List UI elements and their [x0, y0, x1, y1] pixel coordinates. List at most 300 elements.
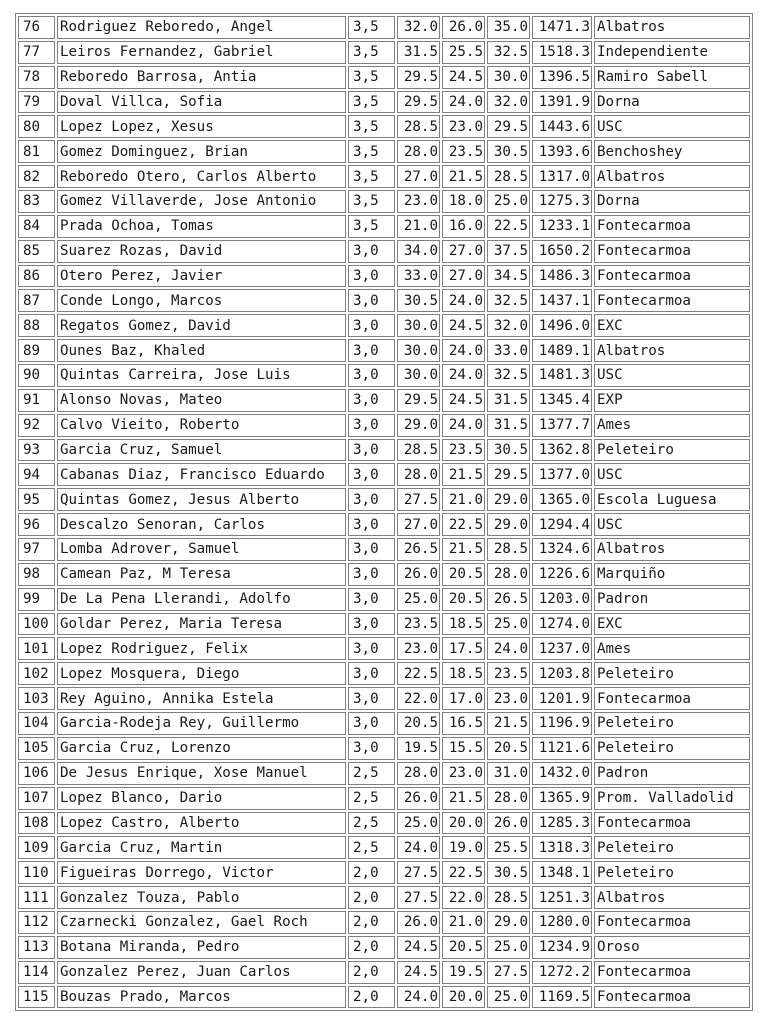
- points-cell: 3,0: [348, 364, 395, 387]
- points-cell: 3,0: [348, 513, 395, 536]
- rank-cell: 100: [18, 613, 55, 636]
- rank-cell: 98: [18, 563, 55, 586]
- points-cell: 3,5: [348, 66, 395, 89]
- tiebreak-3-cell: 32.5: [487, 41, 530, 64]
- tiebreak-3-cell: 22.5: [487, 215, 530, 238]
- club-cell: Fontecarmoa: [594, 961, 750, 984]
- rank-cell: 109: [18, 836, 55, 859]
- rank-cell: 112: [18, 911, 55, 934]
- points-cell: 3,5: [348, 140, 395, 163]
- player-name-cell: Rey Aguino, Annika Estela: [57, 687, 346, 710]
- rating-cell: 1345.4: [532, 389, 592, 412]
- rating-cell: 1396.5: [532, 66, 592, 89]
- table-row: [18, 961, 750, 984]
- rank-cell: 77: [18, 41, 55, 64]
- club-cell: Dorna: [594, 190, 750, 213]
- tiebreak-3-cell: 27.5: [487, 961, 530, 984]
- points-cell: 2,0: [348, 886, 395, 909]
- rank-cell: 91: [18, 389, 55, 412]
- points-cell: 3,0: [348, 314, 395, 337]
- table-row: [18, 115, 750, 138]
- points-cell: 3,5: [348, 215, 395, 238]
- tiebreak-2-cell: 24.5: [442, 66, 485, 89]
- rank-cell: 107: [18, 787, 55, 810]
- tiebreak-1-cell: 26.0: [397, 787, 440, 810]
- tiebreak-2-cell: 20.5: [442, 563, 485, 586]
- rank-cell: 115: [18, 986, 55, 1009]
- club-cell: Peleteiro: [594, 712, 750, 735]
- player-name-cell: Gonzalez Touza, Pablo: [57, 886, 346, 909]
- table-row: [18, 787, 750, 810]
- player-name-cell: Lopez Lopez, Xesus: [57, 115, 346, 138]
- player-name-cell: Reboredo Barrosa, Antia: [57, 66, 346, 89]
- player-name-cell: Cabanas Diaz, Francisco Eduardo: [57, 463, 346, 486]
- rating-cell: 1285.3: [532, 812, 592, 835]
- tiebreak-2-cell: 17.5: [442, 637, 485, 660]
- table-row: [18, 16, 750, 39]
- table-row: [18, 265, 750, 288]
- player-name-cell: Conde Longo, Marcos: [57, 289, 346, 312]
- player-name-cell: Garcia Cruz, Lorenzo: [57, 737, 346, 760]
- tiebreak-2-cell: 21.5: [442, 463, 485, 486]
- points-cell: 3,0: [348, 414, 395, 437]
- tiebreak-3-cell: 23.5: [487, 662, 530, 685]
- player-name-cell: Lopez Rodriguez, Felix: [57, 637, 346, 660]
- table-row: [18, 165, 750, 188]
- table-row: [18, 986, 750, 1009]
- tiebreak-2-cell: 19.5: [442, 961, 485, 984]
- tiebreak-2-cell: 24.5: [442, 314, 485, 337]
- player-name-cell: Leiros Fernandez, Gabriel: [57, 41, 346, 64]
- table-row: [18, 513, 750, 536]
- points-cell: 3,0: [348, 737, 395, 760]
- tiebreak-1-cell: 28.0: [397, 140, 440, 163]
- points-cell: 3,0: [348, 439, 395, 462]
- tiebreak-3-cell: 33.0: [487, 339, 530, 362]
- points-cell: 3,5: [348, 165, 395, 188]
- table-row: [18, 66, 750, 89]
- rating-cell: 1203.8: [532, 662, 592, 685]
- tiebreak-3-cell: 28.5: [487, 538, 530, 561]
- rating-cell: 1377.7: [532, 414, 592, 437]
- club-cell: Fontecarmoa: [594, 240, 750, 263]
- tiebreak-1-cell: 22.5: [397, 662, 440, 685]
- tiebreak-2-cell: 24.0: [442, 364, 485, 387]
- player-name-cell: Ounes Baz, Khaled: [57, 339, 346, 362]
- table-row: [18, 364, 750, 387]
- player-name-cell: Otero Perez, Javier: [57, 265, 346, 288]
- table-row: [18, 538, 750, 561]
- club-cell: Escola Luguesa: [594, 488, 750, 511]
- points-cell: 3,0: [348, 662, 395, 685]
- tiebreak-1-cell: 34.0: [397, 240, 440, 263]
- club-cell: Oroso: [594, 936, 750, 959]
- player-name-cell: Descalzo Senoran, Carlos: [57, 513, 346, 536]
- tiebreak-1-cell: 31.5: [397, 41, 440, 64]
- rating-cell: 1481.3: [532, 364, 592, 387]
- club-cell: Fontecarmoa: [594, 265, 750, 288]
- rank-cell: 96: [18, 513, 55, 536]
- tiebreak-3-cell: 25.0: [487, 936, 530, 959]
- rating-cell: 1348.1: [532, 861, 592, 884]
- table-row: [18, 289, 750, 312]
- table-row: [18, 712, 750, 735]
- tiebreak-2-cell: 18.0: [442, 190, 485, 213]
- rank-cell: 108: [18, 812, 55, 835]
- points-cell: 3,0: [348, 538, 395, 561]
- tiebreak-3-cell: 29.5: [487, 115, 530, 138]
- tiebreak-2-cell: 25.5: [442, 41, 485, 64]
- table-row: [18, 563, 750, 586]
- points-cell: 2,0: [348, 911, 395, 934]
- club-cell: Albatros: [594, 339, 750, 362]
- rating-cell: 1377.0: [532, 463, 592, 486]
- rank-cell: 103: [18, 687, 55, 710]
- table-row: [18, 414, 750, 437]
- club-cell: USC: [594, 513, 750, 536]
- tiebreak-1-cell: 30.0: [397, 339, 440, 362]
- rank-cell: 83: [18, 190, 55, 213]
- points-cell: 2,0: [348, 961, 395, 984]
- tiebreak-3-cell: 28.0: [487, 787, 530, 810]
- player-name-cell: Lopez Mosquera, Diego: [57, 662, 346, 685]
- table-row: [18, 339, 750, 362]
- tiebreak-2-cell: 23.0: [442, 115, 485, 138]
- points-cell: 3,0: [348, 613, 395, 636]
- points-cell: 3,0: [348, 563, 395, 586]
- tiebreak-2-cell: 20.5: [442, 588, 485, 611]
- club-cell: Fontecarmoa: [594, 812, 750, 835]
- tiebreak-1-cell: 22.0: [397, 687, 440, 710]
- rank-cell: 78: [18, 66, 55, 89]
- tiebreak-3-cell: 26.5: [487, 588, 530, 611]
- table-row: [18, 240, 750, 263]
- tiebreak-3-cell: 37.5: [487, 240, 530, 263]
- table-row: [18, 936, 750, 959]
- tiebreak-2-cell: 27.0: [442, 265, 485, 288]
- tiebreak-2-cell: 21.5: [442, 787, 485, 810]
- club-cell: USC: [594, 115, 750, 138]
- table-row: [18, 812, 750, 835]
- table-row: [18, 911, 750, 934]
- tiebreak-1-cell: 29.5: [397, 91, 440, 114]
- rank-cell: 97: [18, 538, 55, 561]
- table-row: [18, 140, 750, 163]
- points-cell: 3,0: [348, 389, 395, 412]
- points-cell: 3,5: [348, 190, 395, 213]
- table-row: [18, 463, 750, 486]
- rank-cell: 86: [18, 265, 55, 288]
- tiebreak-3-cell: 30.5: [487, 140, 530, 163]
- tiebreak-1-cell: 25.0: [397, 812, 440, 835]
- rating-cell: 1650.2: [532, 240, 592, 263]
- rank-cell: 81: [18, 140, 55, 163]
- tiebreak-1-cell: 27.0: [397, 513, 440, 536]
- rank-cell: 106: [18, 762, 55, 785]
- rating-cell: 1318.3: [532, 836, 592, 859]
- rank-cell: 89: [18, 339, 55, 362]
- tiebreak-3-cell: 31.5: [487, 389, 530, 412]
- club-cell: Peleteiro: [594, 861, 750, 884]
- club-cell: Independiente: [594, 41, 750, 64]
- rating-cell: 1196.9: [532, 712, 592, 735]
- table-row: [18, 488, 750, 511]
- table-row: [18, 861, 750, 884]
- tiebreak-2-cell: 24.5: [442, 389, 485, 412]
- tiebreak-2-cell: 22.5: [442, 861, 485, 884]
- rank-cell: 101: [18, 637, 55, 660]
- player-name-cell: De Jesus Enrique, Xose Manuel: [57, 762, 346, 785]
- tiebreak-2-cell: 15.5: [442, 737, 485, 760]
- tiebreak-2-cell: 26.0: [442, 16, 485, 39]
- tiebreak-2-cell: 21.5: [442, 538, 485, 561]
- points-cell: 3,0: [348, 265, 395, 288]
- tiebreak-3-cell: 31.5: [487, 414, 530, 437]
- tiebreak-3-cell: 24.0: [487, 637, 530, 660]
- tiebreak-1-cell: 32.0: [397, 16, 440, 39]
- player-name-cell: Rodriguez Reboredo, Angel: [57, 16, 346, 39]
- rank-cell: 95: [18, 488, 55, 511]
- rank-cell: 113: [18, 936, 55, 959]
- rank-cell: 90: [18, 364, 55, 387]
- tiebreak-1-cell: 21.0: [397, 215, 440, 238]
- tiebreak-1-cell: 26.0: [397, 911, 440, 934]
- player-name-cell: Bouzas Prado, Marcos: [57, 986, 346, 1009]
- club-cell: Peleteiro: [594, 662, 750, 685]
- tiebreak-1-cell: 29.0: [397, 414, 440, 437]
- player-name-cell: Botana Miranda, Pedro: [57, 936, 346, 959]
- club-cell: Albatros: [594, 16, 750, 39]
- points-cell: 3,5: [348, 16, 395, 39]
- table-row: [18, 41, 750, 64]
- table-row: [18, 588, 750, 611]
- rating-cell: 1443.6: [532, 115, 592, 138]
- tiebreak-3-cell: 28.5: [487, 165, 530, 188]
- table-row: [18, 836, 750, 859]
- tiebreak-2-cell: 16.5: [442, 712, 485, 735]
- rank-cell: 88: [18, 314, 55, 337]
- tiebreak-2-cell: 20.5: [442, 936, 485, 959]
- points-cell: 3,5: [348, 115, 395, 138]
- club-cell: EXP: [594, 389, 750, 412]
- tiebreak-3-cell: 29.0: [487, 513, 530, 536]
- rating-cell: 1393.6: [532, 140, 592, 163]
- club-cell: Albatros: [594, 886, 750, 909]
- rating-cell: 1237.0: [532, 637, 592, 660]
- tiebreak-1-cell: 29.5: [397, 66, 440, 89]
- club-cell: USC: [594, 364, 750, 387]
- tiebreak-1-cell: 25.0: [397, 588, 440, 611]
- tiebreak-3-cell: 30.0: [487, 66, 530, 89]
- rank-cell: 114: [18, 961, 55, 984]
- club-cell: Ames: [594, 637, 750, 660]
- tiebreak-1-cell: 23.5: [397, 613, 440, 636]
- table-row: [18, 687, 750, 710]
- rank-cell: 82: [18, 165, 55, 188]
- points-cell: 3,0: [348, 488, 395, 511]
- rating-cell: 1391.9: [532, 91, 592, 114]
- rating-cell: 1365.0: [532, 488, 592, 511]
- club-cell: Dorna: [594, 91, 750, 114]
- tiebreak-1-cell: 30.0: [397, 314, 440, 337]
- tiebreak-1-cell: 27.5: [397, 861, 440, 884]
- tiebreak-2-cell: 22.5: [442, 513, 485, 536]
- tiebreak-2-cell: 18.5: [442, 613, 485, 636]
- tiebreak-1-cell: 28.5: [397, 439, 440, 462]
- rank-cell: 76: [18, 16, 55, 39]
- player-name-cell: Garcia-Rodeja Rey, Guillermo: [57, 712, 346, 735]
- points-cell: 2,5: [348, 836, 395, 859]
- rating-cell: 1518.3: [532, 41, 592, 64]
- tiebreak-1-cell: 23.0: [397, 190, 440, 213]
- tiebreak-1-cell: 30.0: [397, 364, 440, 387]
- club-cell: Fontecarmoa: [594, 687, 750, 710]
- rating-cell: 1471.3: [532, 16, 592, 39]
- tiebreak-1-cell: 20.5: [397, 712, 440, 735]
- rating-cell: 1234.9: [532, 936, 592, 959]
- points-cell: 3,0: [348, 339, 395, 362]
- table-row: [18, 662, 750, 685]
- tiebreak-3-cell: 35.0: [487, 16, 530, 39]
- player-name-cell: Doval Villca, Sofia: [57, 91, 346, 114]
- club-cell: Peleteiro: [594, 737, 750, 760]
- tiebreak-3-cell: 32.5: [487, 289, 530, 312]
- club-cell: Fontecarmoa: [594, 986, 750, 1009]
- player-name-cell: Garcia Cruz, Martin: [57, 836, 346, 859]
- tiebreak-3-cell: 25.0: [487, 613, 530, 636]
- rank-cell: 94: [18, 463, 55, 486]
- club-cell: USC: [594, 463, 750, 486]
- table-row: [18, 91, 750, 114]
- rating-cell: 1324.6: [532, 538, 592, 561]
- tiebreak-3-cell: 30.5: [487, 861, 530, 884]
- rating-cell: 1294.4: [532, 513, 592, 536]
- tiebreak-2-cell: 23.5: [442, 140, 485, 163]
- rating-cell: 1317.0: [532, 165, 592, 188]
- points-cell: 3,0: [348, 463, 395, 486]
- tiebreak-1-cell: 19.5: [397, 737, 440, 760]
- club-cell: Marquiño: [594, 563, 750, 586]
- table-row: [18, 190, 750, 213]
- rating-cell: 1169.5: [532, 986, 592, 1009]
- tiebreak-3-cell: 32.5: [487, 364, 530, 387]
- points-cell: 2,5: [348, 812, 395, 835]
- rating-cell: 1432.0: [532, 762, 592, 785]
- club-cell: Fontecarmoa: [594, 911, 750, 934]
- player-name-cell: Lopez Blanco, Dario: [57, 787, 346, 810]
- club-cell: Fontecarmoa: [594, 289, 750, 312]
- points-cell: 3,0: [348, 687, 395, 710]
- tiebreak-2-cell: 24.0: [442, 414, 485, 437]
- tiebreak-1-cell: 29.5: [397, 389, 440, 412]
- rank-cell: 80: [18, 115, 55, 138]
- player-name-cell: Gonzalez Perez, Juan Carlos: [57, 961, 346, 984]
- rank-cell: 93: [18, 439, 55, 462]
- tiebreak-3-cell: 32.0: [487, 314, 530, 337]
- rating-cell: 1274.0: [532, 613, 592, 636]
- tiebreak-1-cell: 24.5: [397, 961, 440, 984]
- points-cell: 3,0: [348, 240, 395, 263]
- club-cell: Padron: [594, 762, 750, 785]
- table-row: [18, 215, 750, 238]
- tiebreak-3-cell: 30.5: [487, 439, 530, 462]
- table-row: [18, 762, 750, 785]
- rank-cell: 99: [18, 588, 55, 611]
- rating-cell: 1362.8: [532, 439, 592, 462]
- tiebreak-1-cell: 28.0: [397, 463, 440, 486]
- club-cell: Albatros: [594, 165, 750, 188]
- points-cell: 3,0: [348, 289, 395, 312]
- points-cell: 3,0: [348, 712, 395, 735]
- tiebreak-2-cell: 20.0: [442, 986, 485, 1009]
- club-cell: Ramiro Sabell: [594, 66, 750, 89]
- club-cell: Albatros: [594, 538, 750, 561]
- points-cell: 2,0: [348, 936, 395, 959]
- rating-cell: 1203.0: [532, 588, 592, 611]
- rank-cell: 85: [18, 240, 55, 263]
- tiebreak-1-cell: 33.0: [397, 265, 440, 288]
- standings-table: [15, 13, 753, 1011]
- tiebreak-2-cell: 27.0: [442, 240, 485, 263]
- tiebreak-1-cell: 26.0: [397, 563, 440, 586]
- rank-cell: 87: [18, 289, 55, 312]
- tiebreak-1-cell: 28.5: [397, 115, 440, 138]
- player-name-cell: Reboredo Otero, Carlos Alberto: [57, 165, 346, 188]
- player-name-cell: Calvo Vieito, Roberto: [57, 414, 346, 437]
- table-row: [18, 737, 750, 760]
- club-cell: Peleteiro: [594, 439, 750, 462]
- club-cell: Padron: [594, 588, 750, 611]
- points-cell: 2,0: [348, 861, 395, 884]
- rank-cell: 105: [18, 737, 55, 760]
- points-cell: 2,5: [348, 787, 395, 810]
- rating-cell: 1226.6: [532, 563, 592, 586]
- tiebreak-3-cell: 28.0: [487, 563, 530, 586]
- tiebreak-3-cell: 25.0: [487, 190, 530, 213]
- tiebreak-3-cell: 31.0: [487, 762, 530, 785]
- table-row: [18, 637, 750, 660]
- rating-cell: 1365.9: [532, 787, 592, 810]
- tiebreak-1-cell: 27.5: [397, 488, 440, 511]
- table-row: [18, 613, 750, 636]
- points-cell: 2,0: [348, 986, 395, 1009]
- table-row: [18, 314, 750, 337]
- player-name-cell: Quintas Gomez, Jesus Alberto: [57, 488, 346, 511]
- player-name-cell: Goldar Perez, Maria Teresa: [57, 613, 346, 636]
- tiebreak-3-cell: 21.5: [487, 712, 530, 735]
- tiebreak-2-cell: 19.0: [442, 836, 485, 859]
- rating-cell: 1496.0: [532, 314, 592, 337]
- player-name-cell: Alonso Novas, Mateo: [57, 389, 346, 412]
- points-cell: 2,5: [348, 762, 395, 785]
- standings-body: [18, 16, 750, 1008]
- tiebreak-1-cell: 24.5: [397, 936, 440, 959]
- club-cell: Ames: [594, 414, 750, 437]
- tiebreak-1-cell: 27.5: [397, 886, 440, 909]
- tiebreak-1-cell: 26.5: [397, 538, 440, 561]
- points-cell: 3,0: [348, 588, 395, 611]
- tiebreak-3-cell: 23.0: [487, 687, 530, 710]
- player-name-cell: Prada Ochoa, Tomas: [57, 215, 346, 238]
- tiebreak-2-cell: 24.0: [442, 339, 485, 362]
- player-name-cell: Lomba Adrover, Samuel: [57, 538, 346, 561]
- tiebreak-2-cell: 24.0: [442, 289, 485, 312]
- rating-cell: 1486.3: [532, 265, 592, 288]
- tiebreak-3-cell: 29.0: [487, 488, 530, 511]
- tiebreak-3-cell: 25.0: [487, 986, 530, 1009]
- tiebreak-3-cell: 29.0: [487, 911, 530, 934]
- tiebreak-1-cell: 28.0: [397, 762, 440, 785]
